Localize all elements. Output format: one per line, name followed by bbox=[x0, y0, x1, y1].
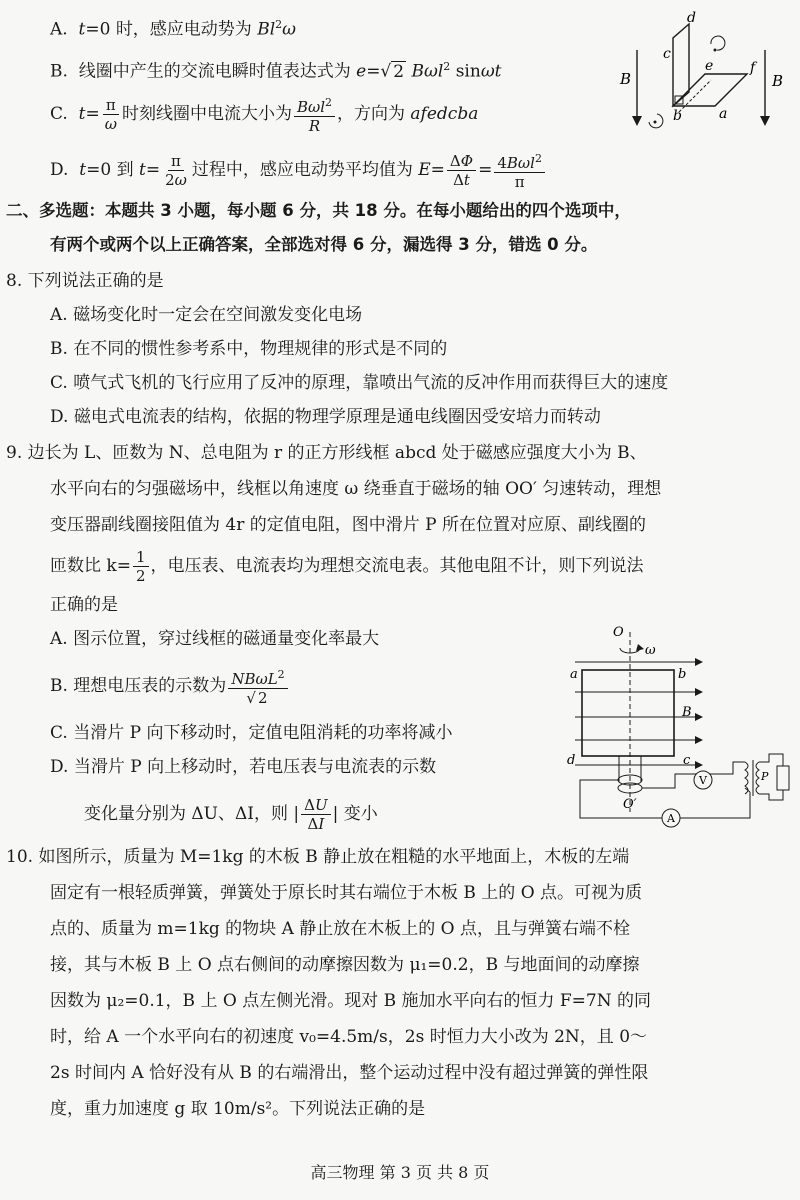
q9-option-d-line1: D. 当滑片 P 向上移动时，若电压表与电流表的示数 bbox=[50, 757, 437, 777]
svg-text:B: B bbox=[682, 705, 692, 720]
q7-option-a: A. t=0 时，感应电动势为 Bl$^2$ω bbox=[50, 18, 297, 40]
svg-text:c: c bbox=[663, 46, 671, 62]
q8-option-c: C. 喷气式飞机的飞行应用了反冲的原理，靠喷出气流的反冲作用而获得巨大的速度 bbox=[50, 373, 669, 393]
svg-text:A: A bbox=[667, 812, 675, 825]
q8-stem: 8. 下列说法正确的是 bbox=[6, 271, 164, 291]
q10-line1: 10. 如图所示，质量为 M=1kg 的木板 B 静止放在粗糙的水平地面上，木板的左端 bbox=[6, 847, 630, 867]
section-header-line2: 有两个或两个以上正确答案，全部选对得 6 分，漏选得 3 分，错选 0 分。 bbox=[50, 235, 598, 254]
q9-option-b: B. 理想电压表的示数为 $\frac{NB\omega L^2}{√ 2}$ bbox=[50, 666, 290, 707]
section-header-line1: 二、多选题：本题共 3 小题，每小题 6 分，共 18 分。在每小题给出的四个选项中， bbox=[6, 201, 631, 220]
svg-text:d: d bbox=[687, 10, 696, 26]
q10-line8: 度，重力加速度 g 取 10m/s²。下列说法正确的是 bbox=[50, 1099, 426, 1119]
svg-text:b: b bbox=[673, 108, 682, 124]
svg-text:a: a bbox=[719, 106, 728, 122]
page-footer: 高三物理 第 3 页 共 8 页 bbox=[310, 1163, 490, 1182]
q9-stem-line4: 匝数比 k= $\frac{1}{2}$ ，电压表、电流表均为理想交流电表。其他电阻不计，则下列说法 bbox=[50, 548, 644, 585]
q9-option-d-line2: 变化量分别为 ΔU、ΔI，则 | $\frac{\Delta U}{\Delta I}$ | 变小 bbox=[84, 796, 378, 833]
q8-option-b: B. 在不同的惯性参考系中，物理规律的形式是不同的 bbox=[50, 339, 448, 359]
svg-text:O: O bbox=[613, 625, 624, 640]
svg-text:b: b bbox=[678, 667, 687, 682]
q10-line3: 点的、质量为 m=1kg 的物块 A 静止放在木板上的 O 点，且与弹簧右端不栓 bbox=[50, 919, 630, 939]
q7-option-c: C. t= $\frac{\pi}{\omega}$ 时刻线圈中电流大小为 $\frac{B\omega l^2}{R}$ ，方向为 afedcba bbox=[50, 96, 479, 135]
q10-line2: 固定有一根轻质弹簧，弹簧处于原长时其右端位于木板 B 上的 O 点。可视为质 bbox=[50, 883, 643, 903]
svg-text:O′: O′ bbox=[623, 797, 637, 812]
svg-text:e: e bbox=[705, 58, 714, 74]
q9-stem-line3: 变压器副线圈接阻值为 4r 的定值电阻，图中滑片 P 所在位置对应原、副线圈的 bbox=[50, 515, 646, 535]
svg-text:P: P bbox=[761, 770, 769, 783]
q10-line6: 时，给 A 一个水平向右的初速度 v₀=4.5m/s，2s 时恒力大小改为 2N，且 0～ bbox=[50, 1027, 648, 1047]
q10-line4: 接，其与木板 B 上 O 点右侧间的动摩擦因数为 μ₁=0.2，B 与地面间的动摩擦 bbox=[50, 955, 640, 975]
svg-text:V: V bbox=[699, 774, 707, 787]
q9-stem-line2: 水平向右的匀强磁场中，线框以角速度 ω 绕垂直于磁场的轴 OO′ 匀速转动，理想 bbox=[50, 479, 662, 499]
coil-rotation-figure bbox=[615, 10, 795, 140]
q10-line5: 因数为 μ₂=0.1，B 上 O 点左侧光滑。现对 B 施加水平向右的恒力 F=7N 的同 bbox=[50, 991, 652, 1011]
svg-text:B: B bbox=[620, 70, 632, 88]
q10-line7: 2s 时间内 A 恰好没有从 B 的右端滑出，整个运动过程中没有超过弹簧的弹性限 bbox=[50, 1063, 649, 1083]
q7-option-b: B. 线圈中产生的交流电瞬时值表达式为 e=√ 2 Bωl$^2$ sinωt bbox=[50, 60, 502, 82]
svg-text:ω: ω bbox=[645, 643, 656, 658]
svg-text:a: a bbox=[570, 667, 578, 682]
q7-option-d: D. t=0 到 t= $\frac{\pi}{2\omega}$ 过程中，感应电动势平均值为 E= $\frac{\Delta\Phi}{\Delta t}$ = $\frac{4B\omega l^2}{\pi}$ bbox=[50, 150, 547, 191]
svg-text:c: c bbox=[683, 753, 691, 768]
svg-text:B: B bbox=[772, 72, 784, 90]
svg-text:d: d bbox=[567, 753, 576, 768]
generator-transformer-figure bbox=[555, 622, 795, 832]
q9-stem-line5: 正确的是 bbox=[50, 595, 118, 615]
q9-option-c: C. 当滑片 P 向下移动时，定值电阻消耗的功率将减小 bbox=[50, 723, 453, 743]
q9-option-a: A. 图示位置，穿过线框的磁通量变化率最大 bbox=[50, 629, 380, 649]
q9-stem-line1: 9. 边长为 L、匝数为 N、总电阻为 r 的正方形线框 abcd 处于磁感应强度大小为 B、 bbox=[6, 443, 647, 463]
q8-option-d: D. 磁电式电流表的结构，依据的物理学原理是通电线圈因受安培力而转动 bbox=[50, 407, 601, 427]
svg-text:f: f bbox=[750, 60, 756, 76]
q8-option-a: A. 磁场变化时一定会在空间激发变化电场 bbox=[50, 305, 363, 325]
